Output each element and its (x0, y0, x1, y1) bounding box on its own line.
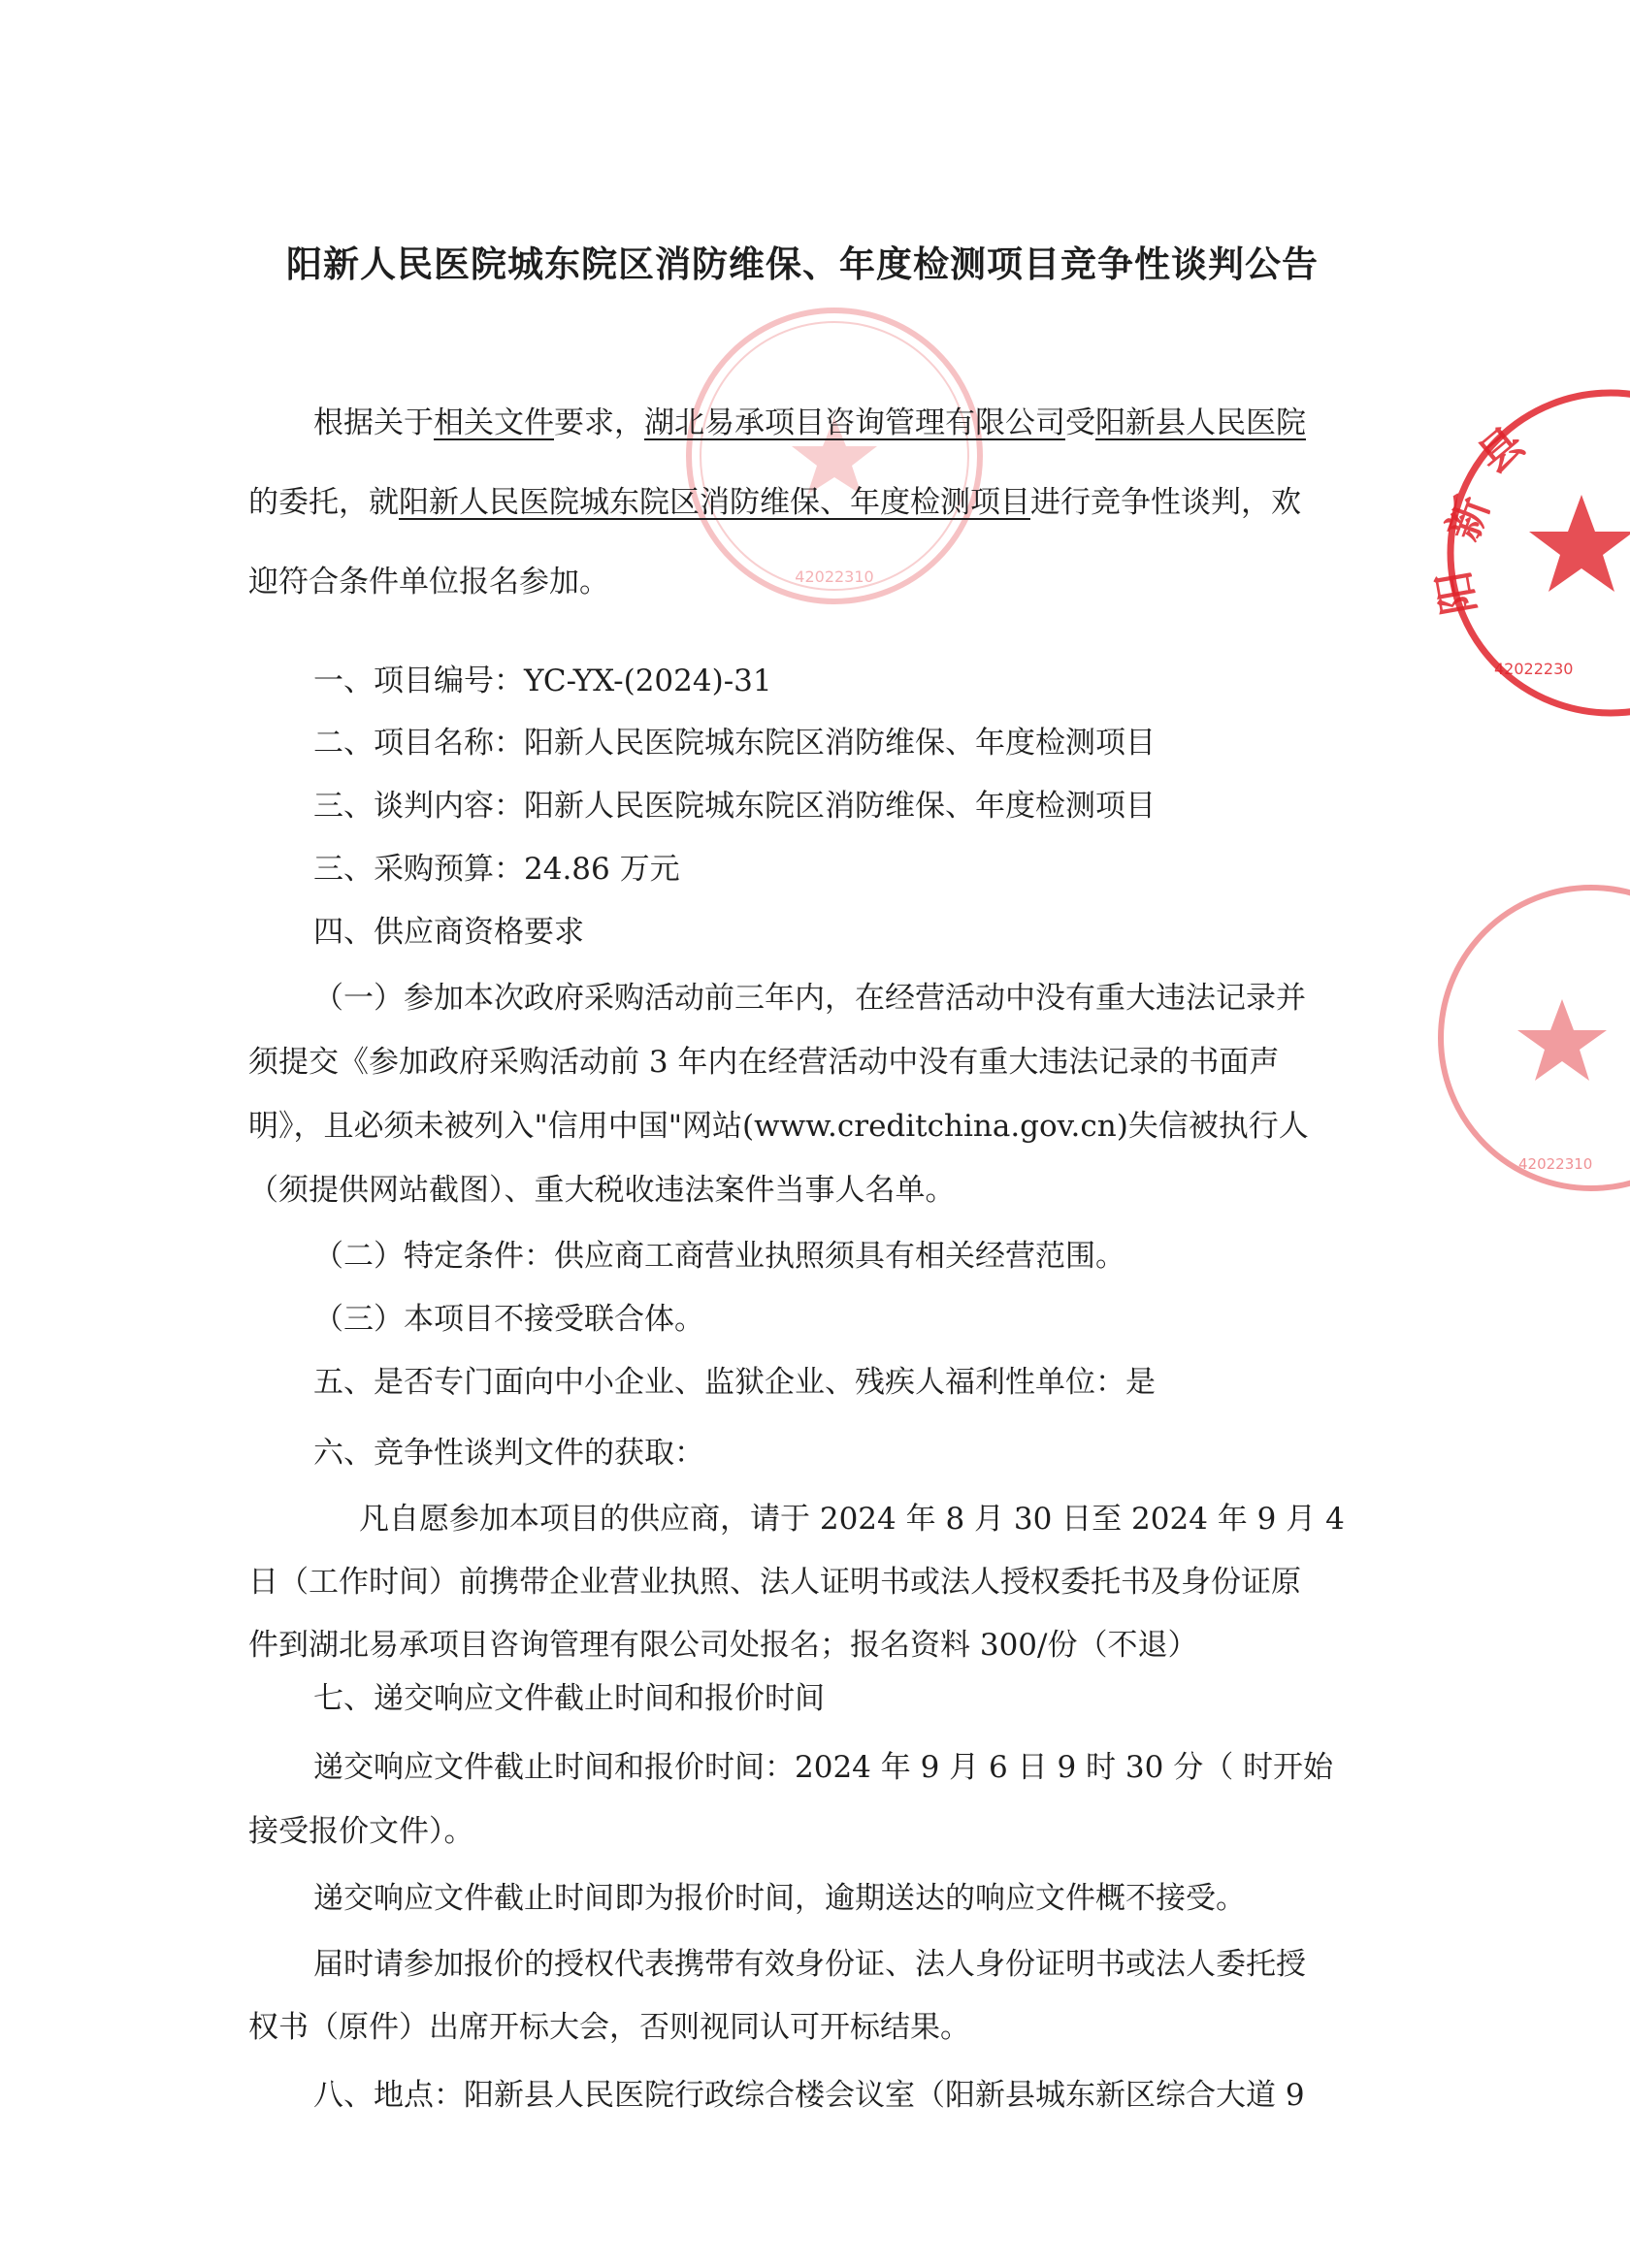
intro-text: 的委托，就 (248, 485, 399, 520)
seal-stamp-center (679, 301, 990, 611)
deadline-line-4: 届时请参加报价的授权代表携带有效身份证、法人身份证明书或法人委托授 (313, 1947, 1306, 1982)
qualification-3: （三）本项目不接受联合体。 (313, 1302, 704, 1337)
item-location: 八、地点：阳新县人民医院行政综合楼会议室（阳新县城东新区综合大道 9 (313, 2078, 1305, 2113)
deadline-line-1: 递交响应文件截止时间和报价时间：2024 年 9 月 6 日 9 时 30 分（ 时开始 (313, 1750, 1334, 1785)
intro-text: 受 (1065, 405, 1095, 440)
intro-line-1 (313, 404, 1306, 442)
acquisition-line-2: 日（工作时间）前携带企业营业执照、法人证明书或法人授权委托书及身份证原 (248, 1565, 1301, 1600)
intro-line-3: 迎符合条件单位报名参加。 (248, 565, 609, 599)
project-name: 阳新人民医院城东院区消防维保、年度检测项目 (399, 485, 1030, 520)
deadline-line-3: 递交响应文件截止时间即为报价时间，逾期送达的响应文件概不接受。 (313, 1881, 1246, 1916)
svg-text:新: 新 (1438, 489, 1500, 547)
acquisition-line-3: 件到湖北易承项目咨询管理有限公司处报名；报名资料 300/份（不退） (248, 1628, 1198, 1663)
seal-stamp-mid-right (1426, 873, 1605, 1203)
item-document-acquisition: 六、竞争性谈判文件的获取： (313, 1436, 704, 1471)
item-negotiation-content: 三、谈判内容：阳新人民医院城东院区消防维保、年度检测项目 (313, 789, 1156, 824)
intro-text: 要求， (554, 405, 644, 440)
deadline-line-2: 接受报价文件）。 (248, 1814, 474, 1849)
seal-code-top-right: 42022230 (1494, 660, 1574, 678)
qualification-1-line-2: 须提交《参加政府采购活动前 3 年内在经营活动中没有重大违法记录的书面声 (248, 1045, 1280, 1080)
item-project-number: 一、项目编号：YC-YX-(2024)-31 (313, 664, 772, 698)
item-deadline: 七、递交响应文件截止时间和报价时间 (313, 1681, 825, 1716)
qualification-1-line-1: （一）参加本次政府采购活动前三年内，在经营活动中没有重大违法记录并 (313, 981, 1306, 1016)
reference-doc: 相关文件 (434, 405, 554, 440)
qualification-1-line-4: （须提供网站截图）、重大税收违法案件当事人名单。 (248, 1173, 956, 1208)
seal-stamp-top-right (1428, 378, 1630, 728)
item-project-name: 二、项目名称：阳新人民医院城东院区消防维保、年度检测项目 (313, 726, 1156, 761)
qualification-1-line-3: 明》，且必须未被列入"信用中国"网站(www.creditchina.gov.cn)失信被执行人 (248, 1109, 1309, 1144)
client-name: 阳新县人民医院 (1095, 405, 1306, 440)
qualification-2: （二）特定条件：供应商工商营业执照须具有相关经营范围。 (313, 1239, 1125, 1274)
seal-code-center: 42022310 (795, 567, 874, 586)
intro-text: 进行竞争性谈判，欢 (1030, 485, 1301, 520)
seal-code-mid-right: 42022310 (1518, 1155, 1593, 1173)
svg-text:县: 县 (1469, 418, 1534, 484)
deadline-line-5: 权书（原件）出席开标大会，否则视同认可开标结果。 (248, 2010, 970, 2045)
item-sme-oriented: 五、是否专门面向中小企业、监狱企业、残疾人福利性单位：是 (313, 1365, 1156, 1400)
agent-name: 湖北易承项目咨询管理有限公司 (644, 405, 1065, 440)
intro-text: 根据关于 (313, 405, 434, 440)
svg-text:阳: 阳 (1428, 567, 1485, 618)
item-budget: 三、采购预算：24.86 万元 (313, 852, 680, 887)
intro-line-2 (248, 483, 1301, 522)
document-title: 阳新人民医院城东院区消防维保、年度检测项目竞争性谈判公告 (286, 243, 1319, 285)
acquisition-line-1: 凡自愿参加本项目的供应商，请于 2024 年 8 月 30 日至 2024 年 9 月 4 (359, 1502, 1345, 1537)
item-qualifications: 四、供应商资格要求 (313, 915, 584, 950)
